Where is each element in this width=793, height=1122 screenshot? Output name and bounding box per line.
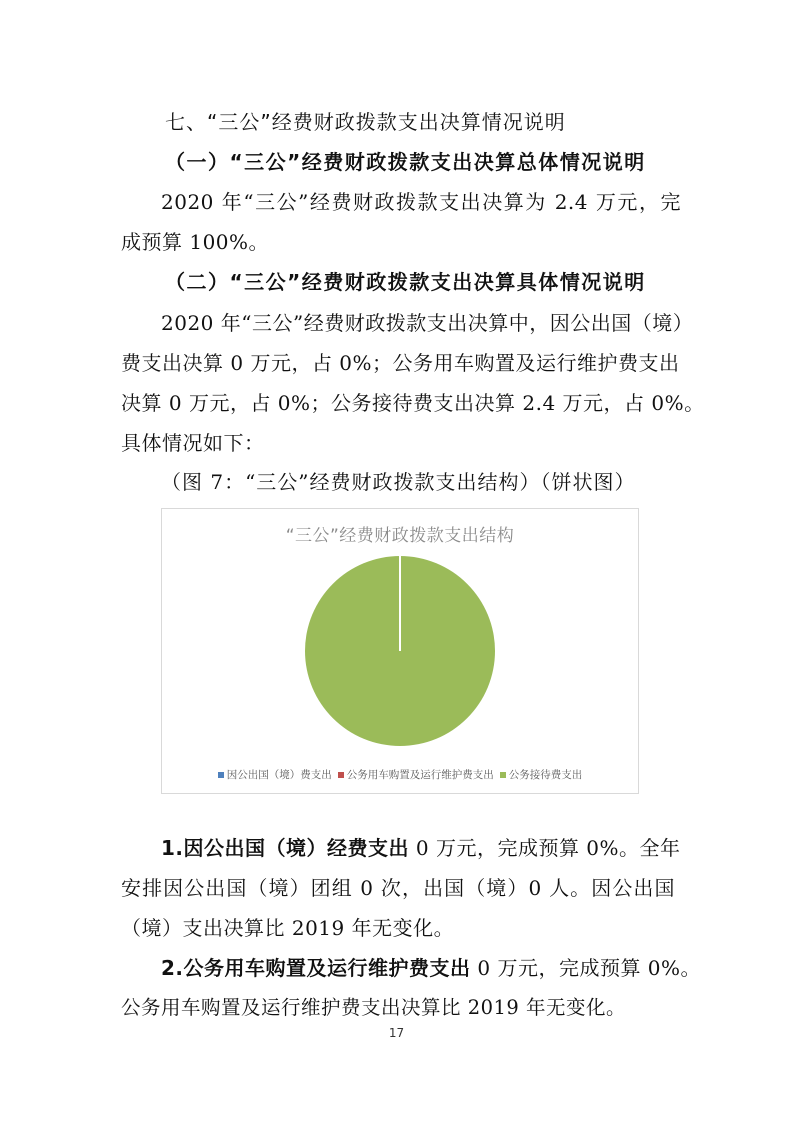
legend-swatch: [500, 772, 506, 778]
paragraph-line: 成预算 100%。: [121, 230, 270, 254]
page-number: 17: [388, 1026, 405, 1040]
paragraph-line: 具体情况如下：: [121, 431, 265, 455]
legend-label: 因公出国（境）费支出: [226, 769, 332, 781]
subsection-title-2: （二）“三公”经费财政拨款支出决算具体情况说明: [165, 270, 646, 294]
pie-chart-container: [161, 508, 639, 794]
legend-item-1: [218, 767, 332, 782]
item1-line1: [161, 834, 681, 862]
paragraph-line: 2020 年“三公”经费财政拨款支出决算中，因公出国（境）: [161, 311, 694, 335]
item1-text: 0 万元，完成预算 0%。全年: [409, 836, 681, 860]
paragraph-line: 2020 年“三公”经费财政拨款支出决算为 2.4 万元，完: [161, 190, 681, 214]
paragraph-line: 公务用车购置及运行维护费支出决算比 2019 年无变化。: [121, 996, 627, 1019]
section-heading-7: 七、“三公”经费财政拨款支出决算情况说明: [165, 110, 566, 134]
legend-label: 公务用车购置及运行维护费支出: [346, 769, 494, 781]
pie-chart: [162, 539, 638, 789]
paragraph-line: 决算 0 万元，占 0%；公务接待费支出决算 2.4 万元，占 0%。: [121, 391, 705, 415]
item1-label: 1.因公出国（境）经费支出: [161, 836, 410, 860]
chart-legend: [162, 767, 638, 782]
legend-swatch: [218, 772, 224, 778]
legend-swatch: [338, 772, 344, 778]
chart-title: “三公”经费财政拨款支出结构: [285, 526, 515, 546]
item2-label: 2.公务用车购置及运行维护费支出: [161, 956, 471, 980]
paragraph-line: （境）支出决算比 2019 年无变化。: [121, 916, 455, 940]
legend-label: 公务接待费支出: [508, 769, 583, 781]
item2-line1: [161, 954, 701, 982]
legend-item-2: [338, 767, 494, 782]
paragraph-line: 安排因公出国（境）团组 0 次，出国（境）0 人。因公出国: [121, 876, 675, 900]
paragraph-line: 费支出决算 0 万元，占 0%；公务用车购置及运行维护费支出: [121, 351, 680, 375]
legend-item-3: [500, 767, 583, 782]
item2-text: 0 万元，完成预算 0%。: [470, 956, 702, 980]
subsection-title-1: （一）“三公”经费财政拨款支出决算总体情况说明: [165, 150, 646, 174]
figure-caption: （图 7：“三公”经费财政拨款支出结构）（饼状图）: [161, 470, 636, 494]
